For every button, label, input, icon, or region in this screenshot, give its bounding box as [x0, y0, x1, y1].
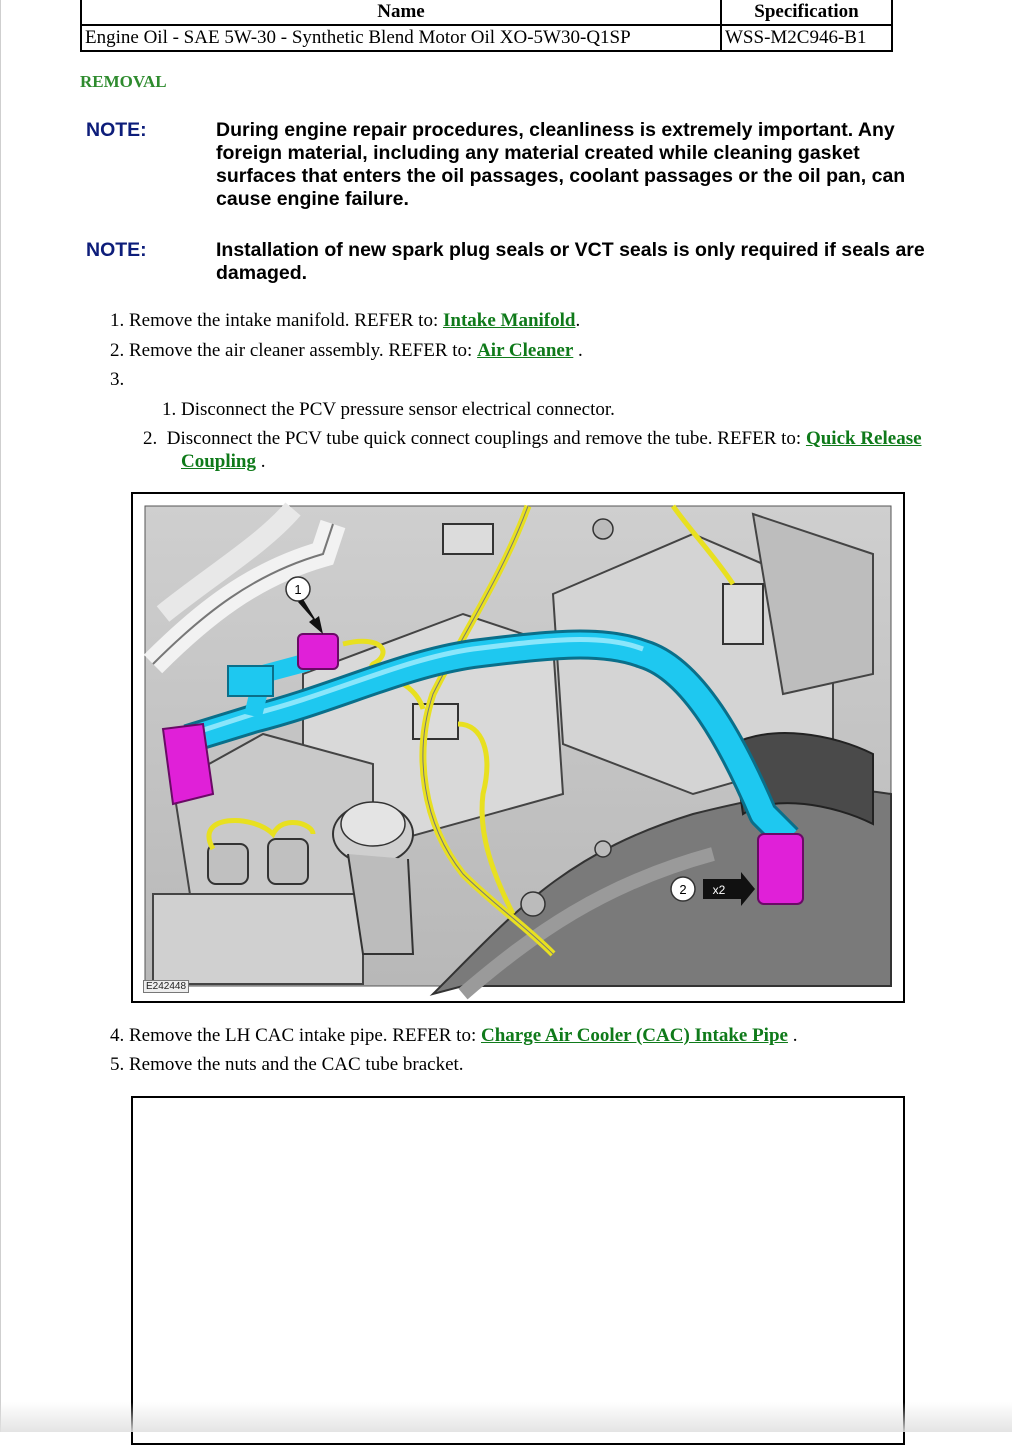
page-bottom-shadow [0, 1402, 1012, 1432]
step-text: Remove the nuts and the CAC tube bracket. [129, 1054, 464, 1075]
step-text: Disconnect the PCV tube quick connect couplings and remove the tube. REFER to: [166, 428, 806, 449]
table-row [81, 25, 892, 51]
pcv-tube-illustration [131, 492, 905, 1003]
header-name: Name [81, 0, 721, 25]
step-number: 1. [110, 310, 125, 331]
header-specification: Specification [721, 0, 892, 25]
cell-oil-spec: WSS-M2C946-B1 [721, 25, 892, 51]
step-suffix: . [255, 451, 266, 472]
link-intake-manifold[interactable]: Intake Manifold [442, 310, 576, 331]
note-label: NOTE: [86, 239, 147, 261]
step-3-1 [162, 398, 615, 421]
note-cleanliness [86, 119, 946, 211]
link-quick-release-coupling[interactable]: Quick Release Coupling [181, 428, 922, 472]
step-suffix: . [575, 310, 581, 331]
link-air-cleaner[interactable]: Air Cleaner [477, 340, 574, 361]
step-3-2: 2. Disconnect the PCV tube quick connect couplings and remove the tube. REFER to: Quick Release Coupling . [143, 428, 922, 472]
note-text: During engine repair procedures, cleanliness is extremely important. Any foreign material, including any material created while cleaning gasket surfaces that enters the oil passages, coolant passages or the oil pan, can cause engine failure. [216, 119, 906, 210]
quantity-tag: x2 [712, 883, 726, 897]
table-header-row [81, 0, 892, 25]
step-number: 4. [110, 1025, 125, 1046]
step-number: 1. [162, 399, 177, 420]
note-text: Installation of new spark plug seals or VCT seals is only required if seals are damaged. [216, 239, 925, 284]
figure-id: E242448 [143, 980, 189, 993]
section-title: REMOVAL [80, 72, 167, 91]
link-cac-intake-pipe[interactable]: Charge Air Cooler (CAC) Intake Pipe [481, 1025, 788, 1046]
step-2 [110, 339, 583, 362]
step-5 [110, 1053, 464, 1076]
cell-oil-name: Engine Oil - SAE 5W-30 - Synthetic Blend Motor Oil XO-5W30-Q1SP [81, 25, 721, 51]
step-4 [110, 1024, 797, 1047]
step-text: Remove the LH CAC intake pipe. REFER to: [129, 1025, 481, 1046]
step-number: 5. [110, 1054, 125, 1075]
step-3 [110, 368, 124, 391]
step-suffix: . [573, 340, 583, 361]
page-edge [0, 0, 1, 1432]
specification-table [80, 0, 893, 52]
callout-2: 2 [679, 882, 687, 897]
step-text: Disconnect the PCV pressure sensor electrical connector. [181, 399, 615, 420]
step-number: 2. [110, 340, 125, 361]
step-number: 3. [110, 369, 125, 390]
cac-bracket-illustration-frame [131, 1096, 905, 1445]
engine-illustration [133, 494, 903, 1001]
note-seals [86, 239, 946, 285]
note-label: NOTE: [86, 119, 147, 141]
step-1 [110, 309, 580, 332]
step-suffix: . [787, 1025, 798, 1046]
step-text: Remove the air cleaner assembly. REFER to: [129, 340, 478, 361]
callout-1: 1 [294, 582, 302, 597]
step-text: Remove the intake manifold. REFER to: [129, 310, 443, 331]
